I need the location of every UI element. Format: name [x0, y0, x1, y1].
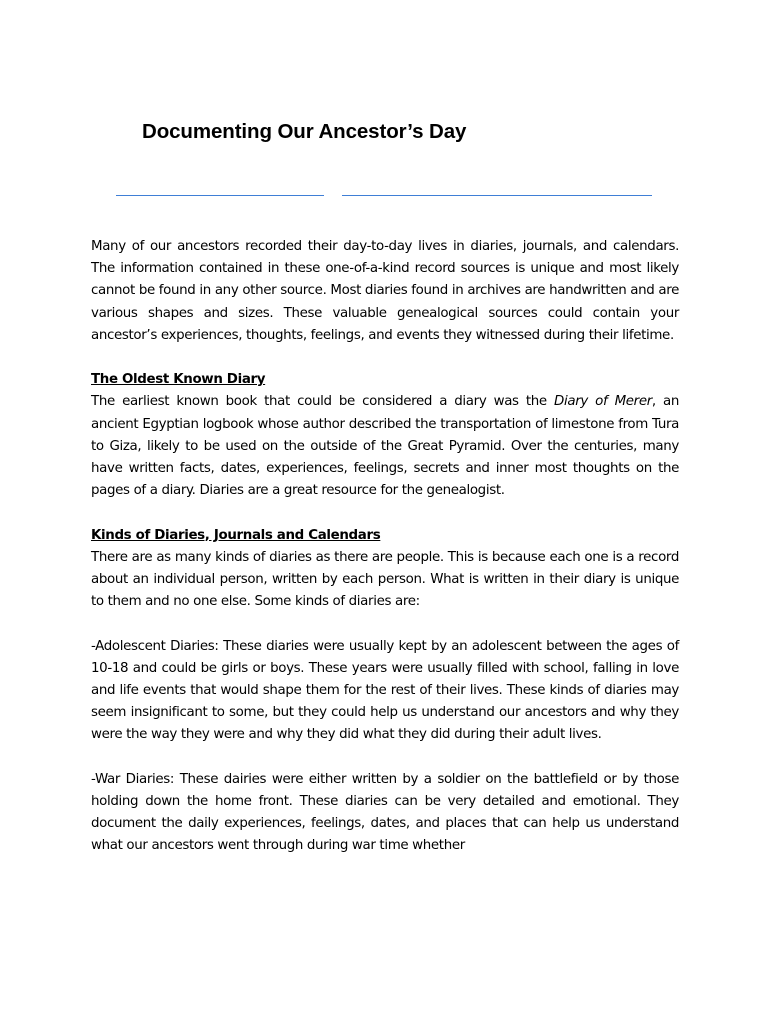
section-heading-kinds-of-diaries: Kinds of Diaries, Journals and Calendars — [91, 527, 381, 543]
oldest-diary-text-end: , an ancient Egyptian logbook whose author described the transportation of limestone from Tura to Giza, likely to be used on the outside of the Great Pyramid. Over the centuries, many have written facts, dates, experiences, feelings, secrets and inner most thoughts on the pages of a diary. Diaries are a great resource for the genealogist. — [91, 394, 679, 499]
oldest-diary-paragraph — [91, 391, 679, 502]
section-heading-oldest-diary: The Oldest Known Diary — [91, 372, 266, 388]
adolescent-diaries-item: -Adolescent Diaries: These diaries were usually kept by an adolescent between the ages of 10-18 and could be girls or boys. These years were usually filled with school, falling in love and life events that would shape them for the rest of their lives. These kinds of diaries may seem insignificant to some, but they could help us understand our ancestors and why they were the way they were and why they did what they did during their adult lives. — [91, 638, 679, 743]
intro-paragraph: Many of our ancestors recorded their day-to-day lives in diaries, journals, and calendars. The information contained in these one-of-a-kind record sources is unique and most likely cannot be found in any other source. Most diaries found in archives are handwritten and are various shapes and sizes. These valuable genealogical sources could contain your ancestor’s experiences, thoughts, feelings, and events they witnessed during their lifetime. — [91, 239, 679, 343]
document-body — [91, 236, 679, 858]
name-blank-line — [116, 195, 324, 196]
diary-of-merer-title: Diary of Merer — [554, 394, 652, 410]
war-diaries-item: -War Diaries: These dairies were either written by a soldier on the battlefield or by those holding down the home front. These diaries can be very detailed and emotional. They document the daily experiences, feelings, dates, and places that can help us understand what our ancestors went through during war time whether — [91, 771, 679, 854]
document-title: Documenting Our Ancestor’s Day — [142, 120, 467, 143]
oldest-diary-text-start: The earliest known book that could be considered a diary was the — [91, 394, 555, 410]
kinds-of-diaries-paragraph: There are as many kinds of diaries as there are people. This is because each one is a record about an individual person, written by each person. What is written in their diary is unique to them and no one else. Some kinds of diaries are: — [91, 549, 679, 610]
date-blank-line — [342, 195, 652, 196]
